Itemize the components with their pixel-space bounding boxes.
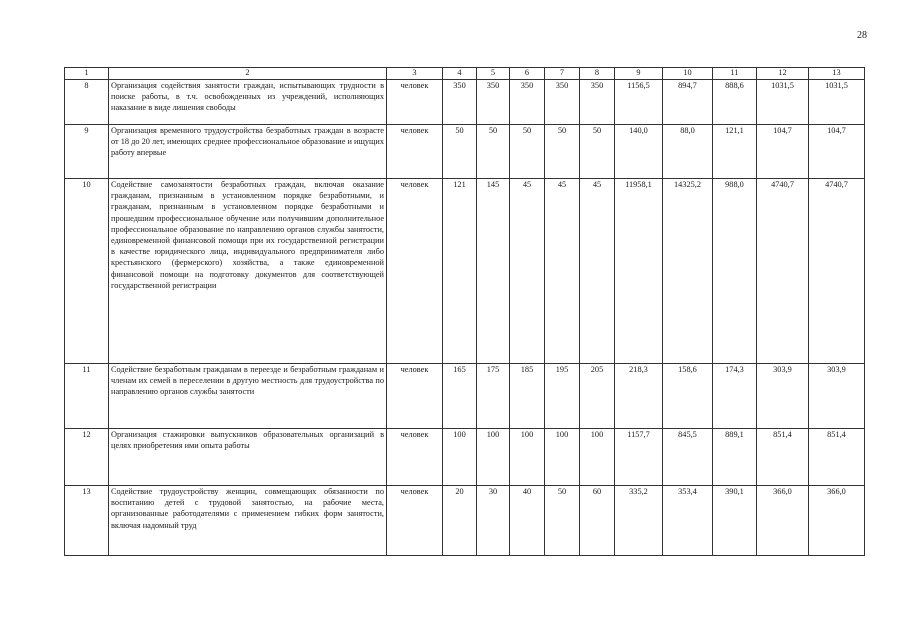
table-cell: 888,6 [713,80,757,125]
table-cell: 88,0 [663,125,713,179]
table-cell: 104,7 [757,125,809,179]
column-header: 10 [663,68,713,80]
row-number: 12 [65,429,109,486]
table-cell: 100 [510,429,545,486]
row-description: Содействие трудоустройству женщин, совмещающих обязанности по воспитанию детей с трудовой занятостью, на рабочие места, организованные работодателями с применением гибких форм занятости, включая надомный труд [109,486,387,556]
table-cell: 11958,1 [615,179,663,364]
data-table [64,67,865,556]
header-row [65,68,865,80]
row-unit: человек [387,429,443,486]
table-cell: 335,2 [615,486,663,556]
table-row [65,429,865,486]
page-number: 28 [857,30,867,41]
column-header: 4 [443,68,477,80]
table-cell: 140,0 [615,125,663,179]
table-cell: 1031,5 [757,80,809,125]
table-cell: 165 [443,364,477,429]
table-cell: 20 [443,486,477,556]
table-cell: 145 [477,179,510,364]
table-cell: 845,5 [663,429,713,486]
column-header: 12 [757,68,809,80]
table-cell: 121 [443,179,477,364]
table-cell: 350 [510,80,545,125]
column-header: 1 [65,68,109,80]
table-cell: 851,4 [757,429,809,486]
table-cell: 100 [477,429,510,486]
row-unit: человек [387,80,443,125]
column-header: 9 [615,68,663,80]
table-cell: 45 [545,179,580,364]
table-cell: 45 [580,179,615,364]
table-cell: 50 [580,125,615,179]
table-cell: 30 [477,486,510,556]
column-header: 5 [477,68,510,80]
column-header: 11 [713,68,757,80]
table-cell: 195 [545,364,580,429]
table-cell: 353,4 [663,486,713,556]
column-header: 6 [510,68,545,80]
table-cell: 45 [510,179,545,364]
row-number: 11 [65,364,109,429]
table-cell: 100 [443,429,477,486]
table-cell: 174,3 [713,364,757,429]
table-cell: 350 [477,80,510,125]
row-description: Содействие самозанятости безработных граждан, включая оказание гражданам, признанным в установленном порядке безработными, и гражданам, признанным в установленном порядке безработными и прошедшим профессиональное обучение или получившим дополнительное профессиональное образование по направлению органов службы занятости, единовременной финансовой помощи при их государственной регистрации в качестве юридического лица, индивидуального предпринимателя либо крестьянского (фермерского) хозяйства, а также единовременной финансовой помощи на подготовку документов для соответствующей государственной регистрации [109,179,387,364]
row-number: 10 [65,179,109,364]
table-cell: 1031,5 [809,80,865,125]
table-cell: 100 [545,429,580,486]
table-cell: 218,3 [615,364,663,429]
row-description: Содействие безработным гражданам в переезде и безработным гражданам и членам их семей в переселении в другую местность для трудоустройства по направлению органов службы занятости [109,364,387,429]
row-description: Организация содействия занятости граждан, испытывающих трудности в поиске работы, в т.ч. освобожденных из учреждений, исполняющих наказание в виде лишения свободы [109,80,387,125]
table-cell: 60 [580,486,615,556]
table-cell: 50 [545,125,580,179]
table-row [65,486,865,556]
table-cell: 889,1 [713,429,757,486]
row-number: 8 [65,80,109,125]
table-cell: 50 [443,125,477,179]
table-cell: 366,0 [809,486,865,556]
table-cell: 50 [477,125,510,179]
table-cell: 894,7 [663,80,713,125]
table-cell: 4740,7 [809,179,865,364]
table-cell: 158,6 [663,364,713,429]
table-cell: 366,0 [757,486,809,556]
table-cell: 303,9 [757,364,809,429]
column-header: 8 [580,68,615,80]
row-description: Организация временного трудоустройства безработных граждан в возрасте от 18 до 20 лет, имеющих среднее профессиональное образование и ищущих работу впервые [109,125,387,179]
table-cell: 1156,5 [615,80,663,125]
table-cell: 303,9 [809,364,865,429]
table-cell: 205 [580,364,615,429]
table-cell: 175 [477,364,510,429]
column-header: 3 [387,68,443,80]
table-cell: 50 [510,125,545,179]
table-row [65,125,865,179]
table-cell: 988,0 [713,179,757,364]
row-unit: человек [387,125,443,179]
table-cell: 851,4 [809,429,865,486]
column-header: 2 [109,68,387,80]
row-number: 13 [65,486,109,556]
table-cell: 1157,7 [615,429,663,486]
table-cell: 390,1 [713,486,757,556]
table-row [65,364,865,429]
table-cell: 50 [545,486,580,556]
table-cell: 104,7 [809,125,865,179]
table-cell: 14325,2 [663,179,713,364]
table-cell: 40 [510,486,545,556]
row-unit: человек [387,179,443,364]
row-unit: человек [387,364,443,429]
column-header: 7 [545,68,580,80]
table-row [65,80,865,125]
table-cell: 350 [545,80,580,125]
table-cell: 350 [443,80,477,125]
table-cell: 121,1 [713,125,757,179]
column-header: 13 [809,68,865,80]
row-unit: человек [387,486,443,556]
table-row [65,179,865,364]
row-number: 9 [65,125,109,179]
table-cell: 350 [580,80,615,125]
table-cell: 4740,7 [757,179,809,364]
row-description: Организация стажировки выпускников образовательных организаций в целях приобретения ими опыта работы [109,429,387,486]
table-cell: 100 [580,429,615,486]
table-cell: 185 [510,364,545,429]
